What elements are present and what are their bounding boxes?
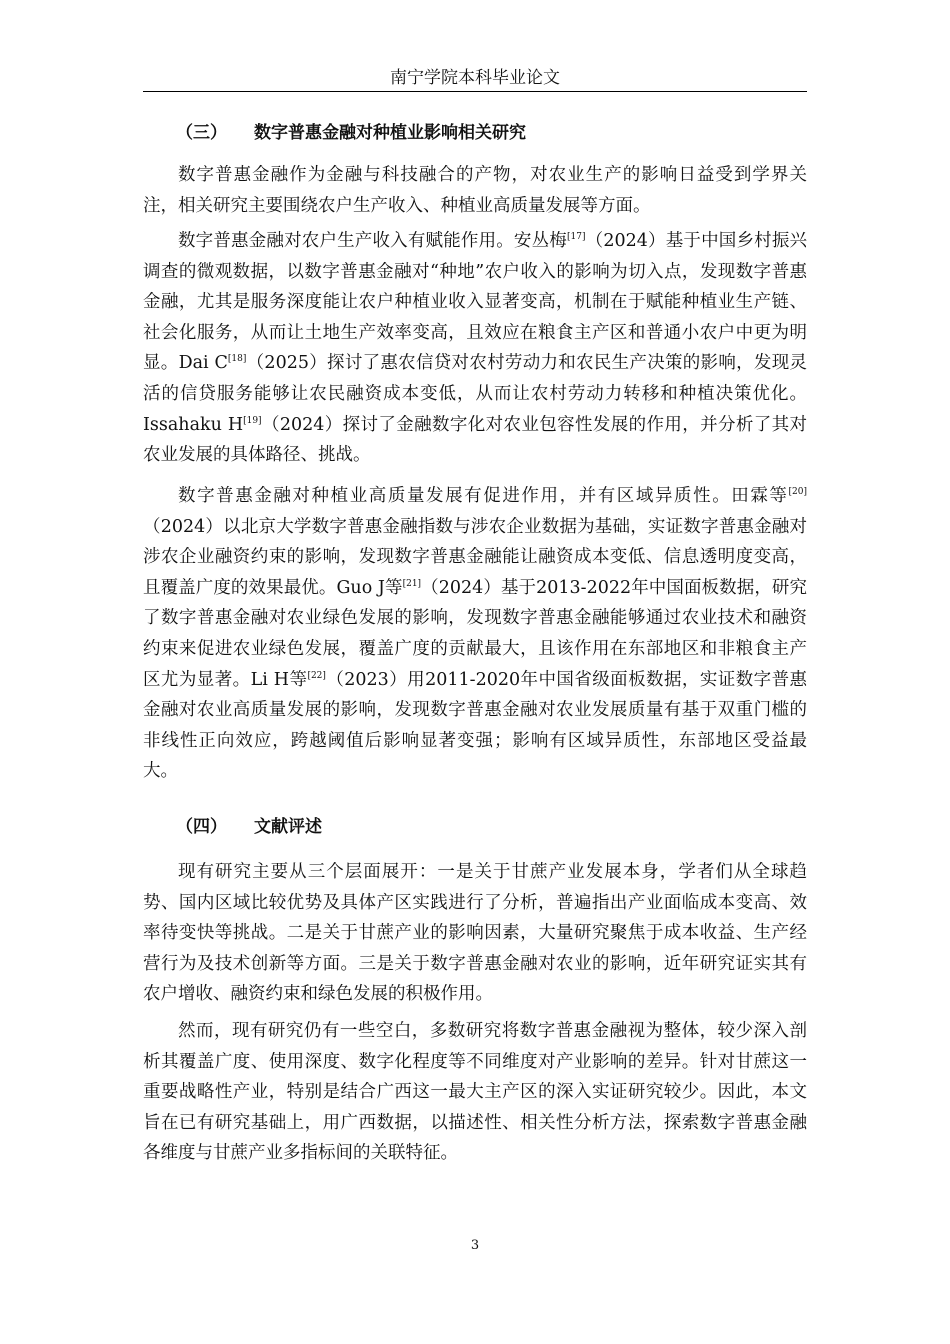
paragraph xyxy=(143,857,807,1010)
paragraph-text: （2024）以北京大学数字普惠金融指数与涉农企业数据为基础，实证数字普惠金融对涉农企业融资约束的影响，发现数字普惠金融能让融资成本变低、信息透明度变高，且覆盖广度的效果最优。Guo J等 xyxy=(143,516,807,598)
paragraph-text: 然而，现有研究仍有一些空白，多数研究将数字普惠金融视为整体，较少深入剖析其覆盖广度、使用深度、数字化程度等不同维度对产业影响的差异。针对甘蔗这一重要战略性产业，特别是结合广西这一最大主产区的深入实证研究较少。因此，本文旨在已有研究基础上，用广西数据，以描述性、相关性分析方法，探索数字普惠金融各维度与甘蔗产业多指标间的关联特征。 xyxy=(143,1021,807,1164)
section-heading-3 xyxy=(176,121,526,145)
citation-superscript: [18] xyxy=(227,354,247,365)
paragraph-text: 数字普惠金融作为金融与科技融合的产物，对农业生产的影响日益受到学界关注，相关研究主要围绕农户生产收入、种植业高质量发展等方面。 xyxy=(143,165,807,216)
section-number: （四） xyxy=(176,817,227,837)
page-header: 南宁学院本科毕业论文 xyxy=(390,68,560,88)
paragraph-text: （2024）基于2013-2022年中国面板数据，研究了数字普惠金融对农业绿色发展的影响，发现数字普惠金融能够通过农业技术和融资约束来促进农业绿色发展，覆盖广度的贡献最大，且该作用在东部地区和非粮食主产区尤为显著。Li H等 xyxy=(143,577,807,690)
citation-superscript: [20] xyxy=(788,487,807,497)
section-number: （三） xyxy=(176,123,227,143)
paragraph xyxy=(143,481,807,787)
paragraph-text: 现有研究主要从三个层面展开：一是关于甘蔗产业发展本身，学者们从全球趋势、国内区域比较优势及具体产区实践进行了分析，普遍指出产业面临成本变高、效率待变快等挑战。二是关于甘蔗产业的影响因素，大量研究聚焦于成本收益、生产经营行为及技术创新等方面。三是关于数字普惠金融对农业的影响，近年研究证实其有农户增收、融资约束和绿色发展的积极作用。 xyxy=(143,862,807,1005)
paragraph-text: （2024）基于中国乡村振兴调查的微观数据，以数字普惠金融对“种地”农户收入的影响为切入点，发现数字普惠金融，尤其是服务深度能让农户种植业收入显著变高，机制在于赋能种植业生产链、社会化服务，从而让土地生产效率变高，且效应在粮食主产区和普通小农户中更为明显。Dai C xyxy=(143,231,807,374)
header-rule xyxy=(143,91,807,92)
citation-superscript: [22] xyxy=(307,670,326,681)
paragraph-text: （2023）用2011-2020年中国省级面板数据，实证数字普惠金融对农业高质量发展的影响，发现数字普惠金融对农业发展质量有基于双重门槛的非线性正向效应，跨越阈值后影响显著变强；影响有区域异质性，东部地区受益最大。 xyxy=(143,669,807,782)
paragraph xyxy=(143,226,807,471)
section-heading-4 xyxy=(176,815,322,839)
citation-superscript: [21] xyxy=(402,578,422,589)
citation-superscript: [19] xyxy=(243,415,262,426)
section-title: 数字普惠金融对种植业影响相关研究 xyxy=(254,123,526,143)
page-number: 3 xyxy=(470,1238,480,1253)
paragraph xyxy=(143,1016,807,1169)
citation-superscript: [17] xyxy=(566,232,586,242)
paragraph-text: （2024）探讨了金融数字化对农业包容性发展的作用，并分析了其对农业发展的具体路径、挑战。 xyxy=(143,414,807,466)
paragraph-text: （2025）探讨了惠农信贷对农村劳动力和农民生产决策的影响，发现灵活的信贷服务能够让农民融资成本变低，从而让农村劳动力转移和种植决策优化。Issahaku H xyxy=(143,353,807,435)
paragraph xyxy=(143,160,807,221)
paragraph-text: 数字普惠金融对农户生产收入有赋能作用。安丛梅 xyxy=(178,231,567,251)
paragraph-text: 数字普惠金融对种植业高质量发展有促进作用，并有区域异质性。田霖等 xyxy=(178,486,789,506)
section-title: 文献评述 xyxy=(254,817,322,837)
